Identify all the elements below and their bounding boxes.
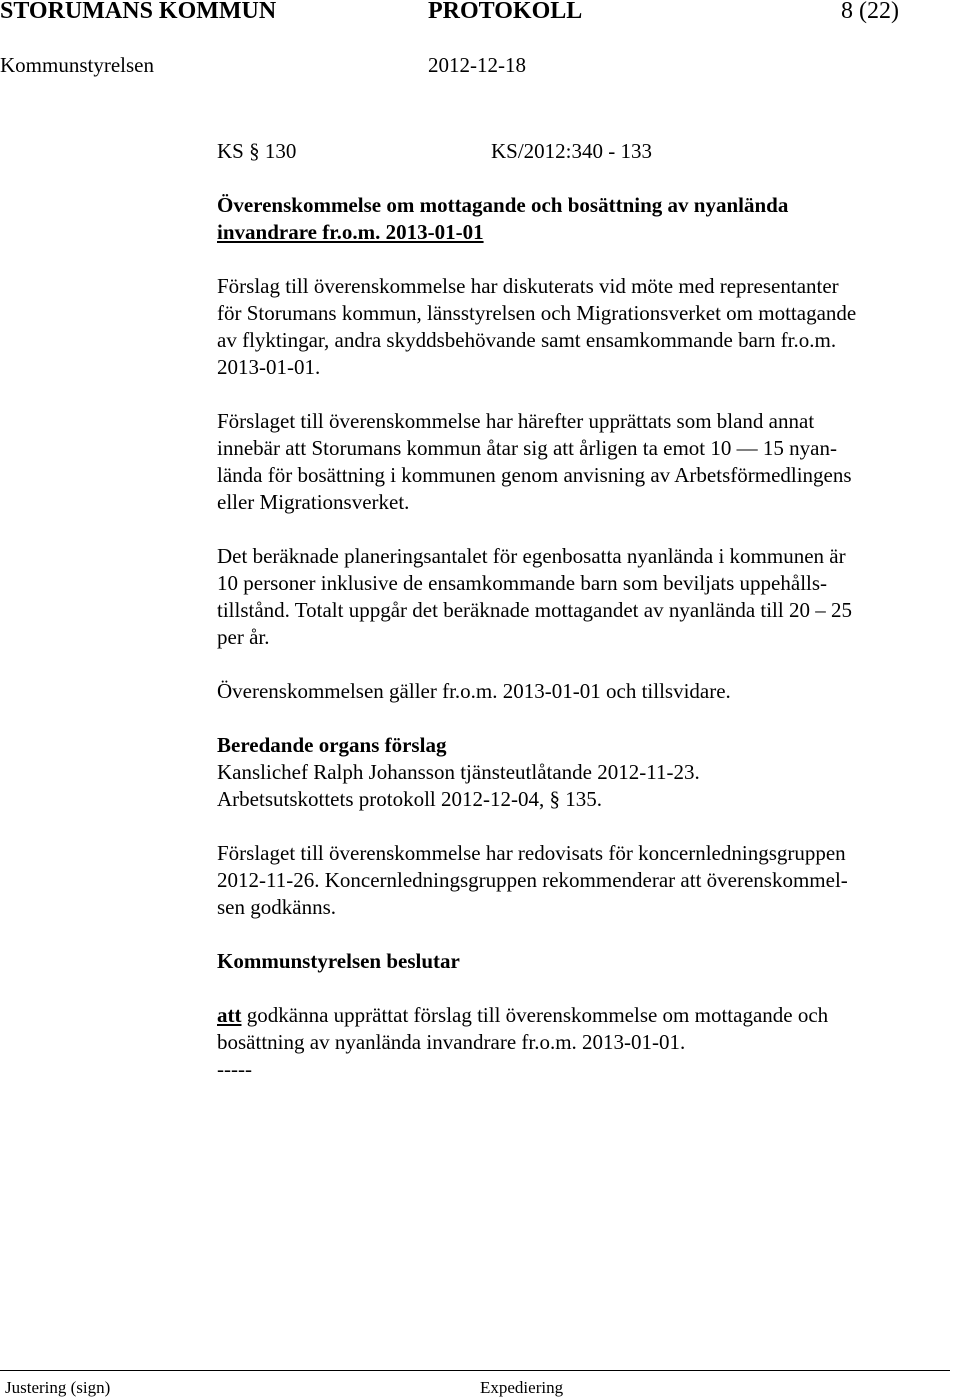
beredande-section bbox=[217, 732, 947, 813]
beslut-heading-block bbox=[217, 948, 947, 975]
paragraph-4 bbox=[217, 678, 947, 705]
case-line bbox=[217, 138, 947, 165]
case-reference: KS/2012:340 - 133 bbox=[491, 139, 653, 163]
beslut-heading: Kommunstyrelsen beslutar bbox=[217, 949, 460, 973]
beredande-heading: Beredande organs förslag bbox=[217, 733, 447, 757]
page-number: 8 (22) bbox=[841, 0, 899, 24]
text-line: Förslaget till överenskommelse har redovisats för koncernledningsgruppen bbox=[217, 841, 846, 865]
expediering-label: Expediering bbox=[480, 1378, 564, 1397]
text-line: lända för bosättning i kommunen genom anvisning av Arbetsförmedlingens bbox=[217, 463, 852, 487]
text-line: 2012-11-26. Koncernledningsgruppen rekommenderar att överenskommel- bbox=[217, 868, 848, 892]
municipality-name: STORUMANS KOMMUN bbox=[0, 0, 277, 24]
text-line: Överenskommelsen gäller fr.o.m. 2013-01-01 och tillsvidare. bbox=[217, 679, 731, 703]
text-line: 2013-01-01. bbox=[217, 355, 321, 379]
protocol-content bbox=[217, 138, 947, 1083]
text-line: eller Migrationsverket. bbox=[217, 490, 410, 514]
justering-label: Justering (sign) bbox=[5, 1378, 111, 1397]
text-line: Förslag till överenskommelse har diskuterats vid möte med representanter bbox=[217, 274, 839, 298]
text-line: tillstånd. Totalt uppgår det beräknade mottagandet av nyanlända till 20 – 25 bbox=[217, 598, 852, 622]
paragraph-3 bbox=[217, 543, 947, 651]
text-line: för Storumans kommun, länsstyrelsen och Migrationsverket om mottagande bbox=[217, 301, 857, 325]
footer-divider bbox=[0, 1370, 950, 1371]
case-title-line-1: Överenskommelse om mottagande och bosättning av nyanlända bbox=[217, 193, 789, 217]
text-line: Förslaget till överenskommelse har härefter upprättats som bland annat bbox=[217, 409, 815, 433]
text-line: Arbetsutskottets protokoll 2012-12-04, § 135. bbox=[217, 787, 602, 811]
text-line: Kanslichef Ralph Johansson tjänsteutlåtande 2012-11-23. bbox=[217, 760, 700, 784]
paragraph-2 bbox=[217, 408, 947, 516]
end-mark: ----- bbox=[217, 1057, 252, 1081]
decision-text: godkänna upprättat förslag till överenskommelse om mottagande och bbox=[241, 1003, 829, 1027]
decision-line-1 bbox=[217, 1002, 947, 1029]
case-title-line-2: invandrare fr.o.m. 2013-01-01 bbox=[217, 220, 484, 244]
decision-line-2: bosättning av nyanlända invandrare fr.o.m. 2013-01-01. bbox=[217, 1030, 686, 1054]
text-line: 10 personer inklusive de ensamkommande barn som beviljats uppehålls- bbox=[217, 571, 828, 595]
committee-name: Kommunstyrelsen bbox=[0, 53, 154, 77]
beslut-section bbox=[217, 1002, 947, 1083]
meeting-date: 2012-12-18 bbox=[428, 53, 526, 77]
document-type: PROTOKOLL bbox=[428, 0, 583, 24]
text-line: innebär att Storumans kommun åtar sig att årligen ta emot 10 — 15 nyan- bbox=[217, 436, 837, 460]
paragraph-1 bbox=[217, 273, 947, 381]
att-keyword: att bbox=[217, 1003, 242, 1027]
text-line: per år. bbox=[217, 625, 270, 649]
koncern-paragraph bbox=[217, 840, 947, 921]
text-line: Det beräknade planeringsantalet för egenbosatta nyanlända i kommunen är bbox=[217, 544, 846, 568]
text-line: av flyktingar, andra skyddsbehövande samt ensamkommande barn fr.o.m. bbox=[217, 328, 837, 352]
case-number: KS § 130 bbox=[217, 139, 297, 163]
case-title bbox=[217, 192, 947, 246]
text-line: sen godkänns. bbox=[217, 895, 336, 919]
